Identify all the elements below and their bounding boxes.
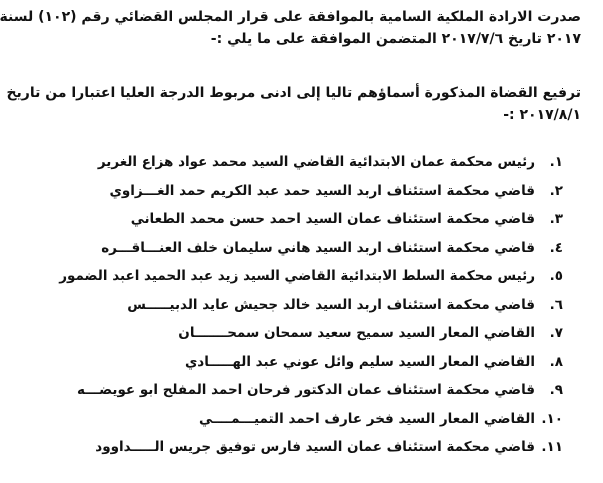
list-item [123,405,563,434]
item-text: قاضي محكمة استئناف عمان السيد فارس توفيق جريس الـــــداوود [95,439,535,456]
item-number: ٩. [549,382,563,399]
item-number: ٢. [549,182,563,199]
list-item [109,177,563,206]
item-text: قاضي محكمة استئناف عمان السيد احمد حسن محمد الطعاني [130,211,535,228]
intro-line-2: ٢٠١٧ تاريخ ٢٠١٧/٧/٦ المتضمن الموافقة على ما يلي :- [210,31,581,47]
item-text: القاضي المعار السيد فخر عارف احمد التميـــمــــي [198,410,535,427]
item-number: ٦. [549,296,563,313]
item-text: قاضي محكمة استئناف اربد السيد خالد جحيش عايد الدبيـــــس [127,296,535,313]
list-item [101,234,563,263]
item-text: قاضي محكمة استئناف اربد السيد حمد عبد الكريم حمد الغـــزاوي [109,182,535,199]
item-number: ٥. [549,268,563,285]
item-number: ٧. [549,325,563,342]
judges-list [59,148,563,462]
item-text: رئيس محكمة السلط الابتدائية القاضي السيد زيد عبد الحميد اعبد الضمور [59,268,535,285]
item-number: ٨. [549,353,563,370]
intro-line-1: صدرت الارادة الملكية السامية بالموافقة على قرار المجلس القضائي رقم (١٠٢) لسنة [0,9,581,25]
list-item [95,433,563,462]
list-item [97,148,563,177]
list-item [77,376,563,405]
item-text: القاضي المعار السيد سليم وائل عوني عبد الهـــــادي [184,353,535,370]
list-item [59,262,563,291]
item-number: ٤. [549,239,563,256]
list-item [123,319,563,348]
list-item [123,348,563,377]
item-number: ١. [549,154,563,171]
item-text: قاضي محكمة استئناف عمان الدكتور فرحان احمد المفلح ابو عويضـــه [77,382,535,399]
decision-line-2: ٢٠١٧/٨/١ :- [503,107,581,123]
item-number: ١٠. [541,410,563,427]
decision-paragraph [6,82,581,126]
item-text: قاضي محكمة استئناف اربد السيد هاني سليمان خلف العنـــاقـــره [101,239,535,256]
decision-line-1: ترفيع القضاة المذكورة أسماؤهم تاليا إلى ادنى مربوط الدرجة العليا اعتبارا من تاريخ [6,85,581,101]
item-text: القاضي المعار السيد سميح سعيد سمحان سمحـــــــان [178,325,535,342]
item-number: ١١. [541,439,563,456]
item-number: ٣. [549,211,563,228]
list-item [123,205,563,234]
intro-paragraph [0,6,581,50]
list-item [123,291,563,320]
item-text: رئيس محكمة عمان الابتدائية القاضي السيد محمد عواد هزاع الغرير [97,154,535,171]
